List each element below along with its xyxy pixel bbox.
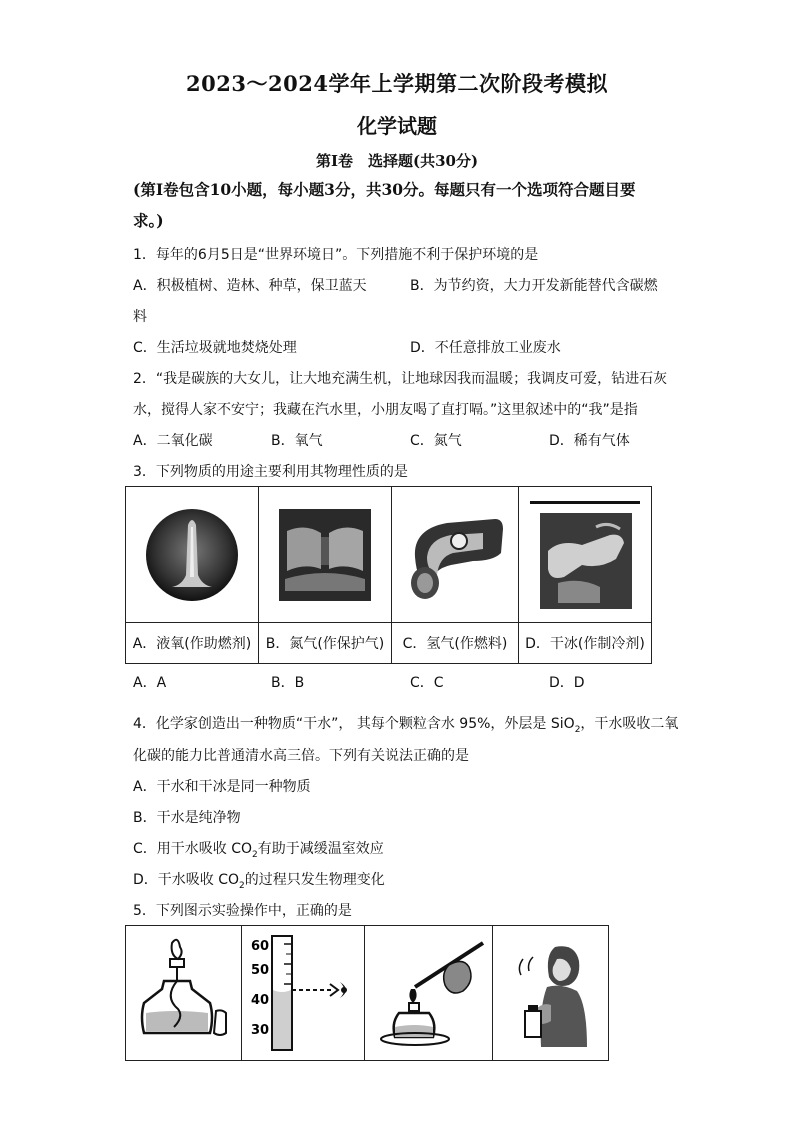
q3-option-a: A．A: [133, 675, 167, 691]
q4-stem-sub: 2: [574, 724, 581, 735]
q4-option-c-post: 有助于减缓温室效应: [257, 841, 384, 857]
q3-option-d: D．D: [549, 675, 585, 691]
q4-option-c-sub: 2: [252, 849, 258, 860]
nitrogen-bags-image: [277, 507, 373, 603]
q4-stem-line-1: [133, 713, 678, 735]
q4-option-d-pre: D．干水吸收 CO: [133, 872, 240, 888]
q3-stem: 3．下列物质的用途主要利用其物理性质的是: [133, 464, 408, 480]
section-instruction: [133, 174, 668, 236]
q4-stem-post: ，干水吸收二氧: [580, 716, 679, 732]
scale-label-40: 40: [251, 993, 270, 1008]
q5-image-b: [242, 926, 365, 1061]
smelling-gas-image: [501, 935, 601, 1051]
q5-image-c: [365, 926, 493, 1061]
q3-image-a: [126, 487, 259, 623]
q1-option-b: B．为节约资，大力开发新能替代含碳燃: [410, 278, 658, 294]
q4-option-d: [133, 869, 385, 891]
q1-option-c: C．生活垃圾就地焚烧处理: [133, 340, 297, 356]
section-title: 第Ⅰ卷 选择题(共30分): [315, 152, 479, 170]
liquid-oxygen-image: [142, 505, 242, 605]
q5-image-a: [126, 926, 242, 1061]
graduated-cylinder-image: [248, 934, 358, 1052]
hydrogen-balloon-image: [403, 505, 507, 605]
q3-image-table: [125, 486, 652, 664]
dry-ice-image: [530, 499, 640, 611]
q1-option-a: A．积极植树、造林、种草，保卫蓝天: [133, 278, 367, 294]
instruction-line-2: 求。): [133, 211, 164, 230]
q1-option-d: D．不任意排放工业废水: [410, 340, 561, 356]
q3-option-c: C．C: [410, 675, 444, 691]
q4-option-c-pre: C．用干水吸收 CO: [133, 841, 253, 857]
q2-option-a: A．二氧化碳: [133, 433, 213, 449]
exam-title: 2023～2024学年上学期第二次阶段考模拟: [186, 71, 608, 96]
lighting-lamp-image: [371, 937, 487, 1049]
q4-stem-pre: 4．化学家创造出一种物质“干水”， 其每个颗粒含水 95%，外层是 SiO: [133, 716, 575, 732]
q4-option-b: B．干水是纯净物: [133, 810, 241, 826]
q3-option-b: B．B: [271, 675, 305, 691]
q1-stem: 1．每年的6月5日是“世界环境日”。下列措施不利于保护环境的是: [133, 247, 539, 263]
scale-label-30: 30: [251, 1023, 270, 1038]
q4-stem-line-2: 化碳的能力比普通清水高三倍。下列有关说法正确的是: [133, 748, 469, 764]
q3-image-d: [519, 487, 652, 623]
q2-option-d: D．稀有气体: [549, 433, 630, 449]
q5-stem: 5．下列图示实验操作中，正确的是: [133, 903, 352, 919]
q4-option-d-post: 的过程只发生物理变化: [244, 872, 385, 888]
q3-image-c: [392, 487, 519, 623]
q2-stem-line-1: 2．“我是碳族的大女儿，让大地充满生机，让地球因我而温暖；我调皮可爱，钻进石灰: [133, 371, 668, 387]
q3-caption-b: B．氮气(作保护气): [259, 623, 392, 664]
q3-caption-d: D．干冰(作制冷剂): [519, 623, 652, 664]
q4-option-d-sub: 2: [239, 880, 245, 891]
q2-option-c: C．氮气: [410, 433, 462, 449]
alcohol-lamp-image: [134, 937, 234, 1049]
q2-stem-line-2: 水，搅得人家不安宁；我藏在汽水里，小朋友喝了直打嗝。”这里叙述中的“我”是指: [133, 402, 638, 418]
q4-option-c: [133, 838, 384, 860]
q5-image-d: [493, 926, 609, 1061]
scale-label-60: 60: [251, 939, 270, 954]
scale-label-50: 50: [251, 963, 270, 978]
q4-option-a: A．干水和干冰是同一种物质: [133, 779, 311, 795]
q3-image-b: [259, 487, 392, 623]
q2-option-b: B．氧气: [271, 433, 323, 449]
instruction-line-1: (第Ⅰ卷包含10小题，每小题3分，共30分。每题只有一个选项符合题目要: [133, 180, 636, 199]
subject-title: 化学试题: [357, 114, 437, 138]
q3-caption-a: A．液氧(作助燃剂): [126, 623, 259, 664]
q3-caption-c: C．氢气(作燃料): [392, 623, 519, 664]
q5-image-table: [125, 925, 609, 1061]
q1-option-b-cont: 料: [133, 309, 147, 325]
